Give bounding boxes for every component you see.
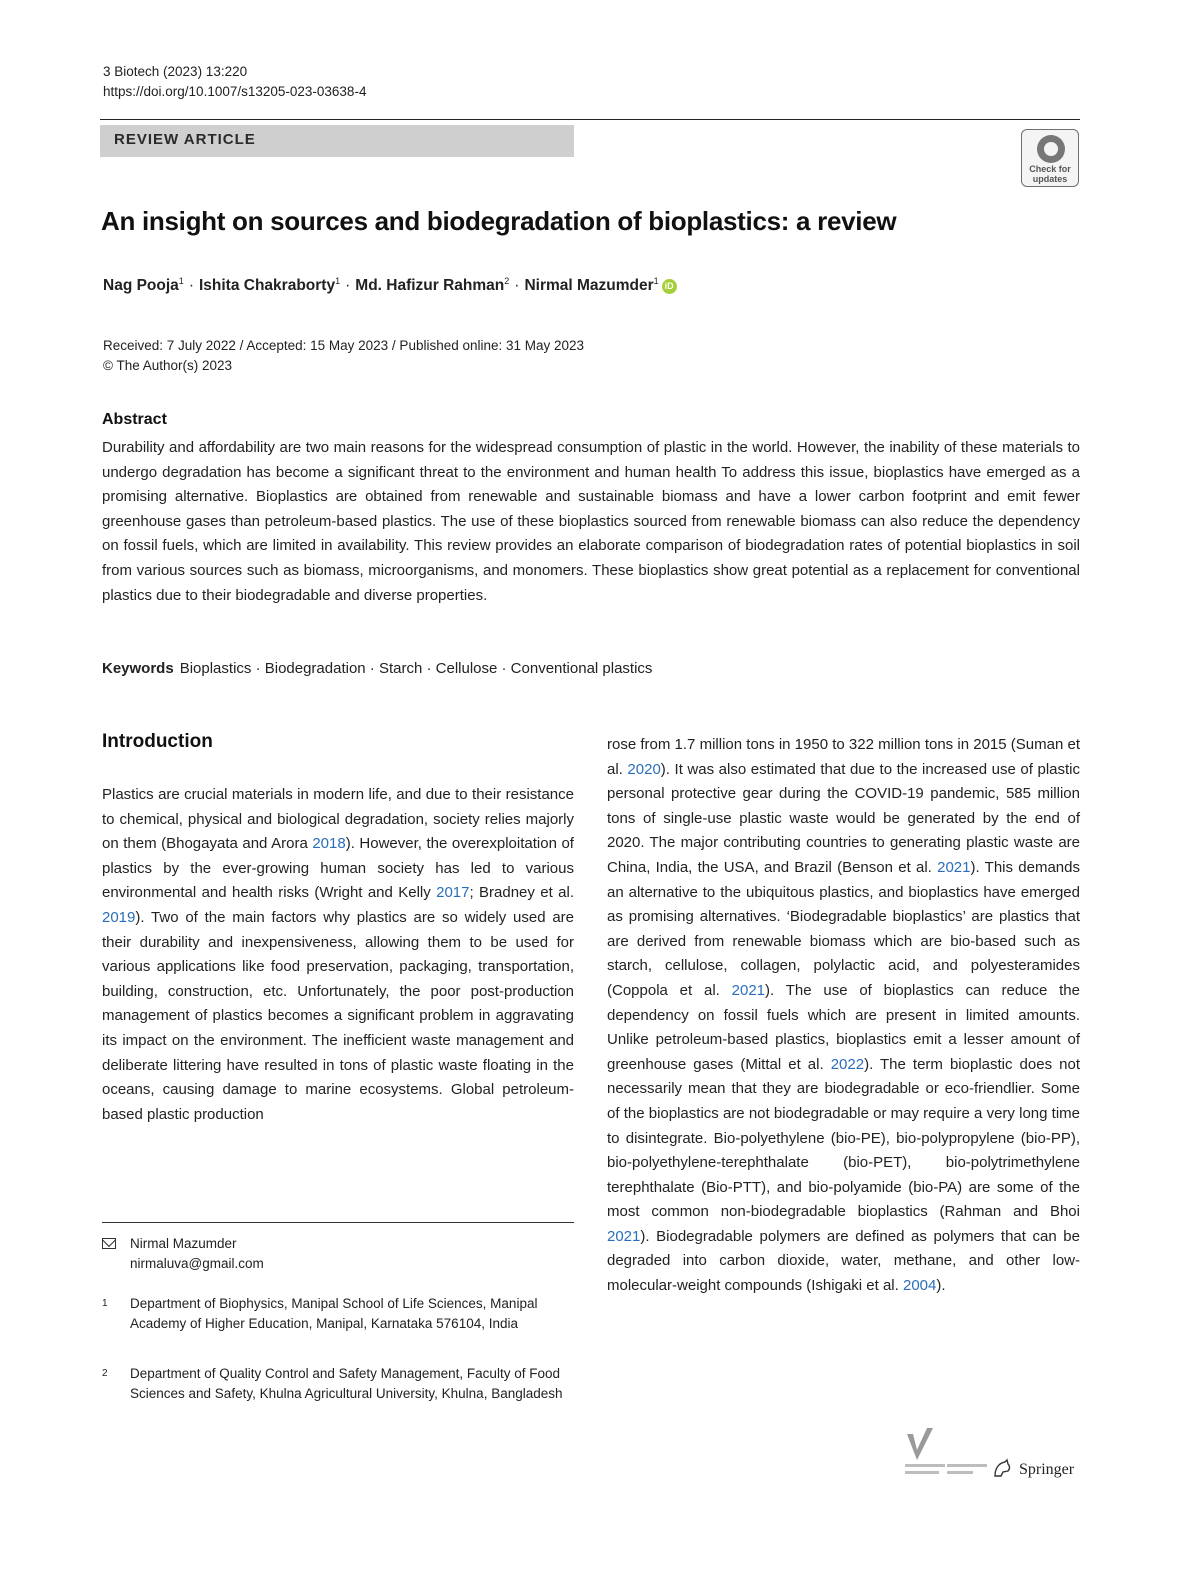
publisher-name: Springer bbox=[1019, 1461, 1075, 1478]
citation-link[interactable]: 2020 bbox=[627, 760, 661, 778]
affiliation-note bbox=[102, 1294, 574, 1334]
abstract-heading: Abstract bbox=[102, 411, 167, 428]
affiliation-mark: 1 bbox=[102, 1298, 108, 1309]
abstract-text: Durability and affordability are two main reasons for the widespread consumption of plastic in the world. However, the inability of these materials to undergo degradation has become a significant threat to the environment and human health To address this issue, bioplastics have emerged as a promising alternative. Bioplastics are obtained from renewable and sustainable biomass and have a lower carbon footprint and emit fewer greenhouse gases than petroleum-based plastics. The use of these bioplastics sourced from renewable biomass can also reduce the dependency on fossil fuels, which are limited in availability. This review provides an elaborate comparison of biodegradation rates of potential bioplastics in soil from various sources such as biomass, microorganisms, and monomers. These bioplastics show great potential as a replacement for conventional plastics due to their biodegradable and diverse properties. bbox=[102, 439, 1080, 604]
header-rule bbox=[100, 119, 1080, 120]
journal-info bbox=[103, 62, 366, 102]
footnote-rule bbox=[102, 1222, 574, 1223]
citation-link[interactable]: 2019 bbox=[102, 908, 136, 926]
check-for-updates-badge[interactable] bbox=[1021, 129, 1079, 187]
publication-history: Received: 7 July 2022 / Accepted: 15 May 2023 / Published online: 31 May 2023 bbox=[103, 338, 585, 353]
affiliation-text: Department of Quality Control and Safety Management, Faculty of Food Sciences and Safety, Khulna Agricultural University, Khulna, Bangladesh bbox=[130, 1366, 563, 1401]
envelope-icon bbox=[102, 1238, 116, 1249]
citation-link[interactable]: 2017 bbox=[436, 884, 470, 902]
corresponding-author-name: Nirmal Mazumder bbox=[130, 1236, 237, 1251]
journal-citation: 3 Biotech (2023) 13:220 bbox=[103, 64, 248, 79]
article-type-label: REVIEW ARTICLE bbox=[114, 131, 256, 148]
publication-dates bbox=[103, 336, 584, 376]
author-name[interactable]: Md. Hafizur Rahman bbox=[355, 277, 505, 294]
springer-horse-icon bbox=[991, 1458, 1013, 1480]
author-name[interactable]: Nirmal Mazumder bbox=[524, 277, 654, 294]
publisher-logo bbox=[903, 1426, 1003, 1484]
citation-link[interactable]: 2018 bbox=[312, 835, 346, 853]
author-name[interactable]: Ishita Chakraborty bbox=[198, 277, 336, 294]
affiliation-text: Department of Biophysics, Manipal School of Life Sciences, Manipal Academy of Higher Education, Manipal, Karnataka 576104, India bbox=[130, 1296, 538, 1331]
orcid-icon[interactable]: iD bbox=[662, 279, 677, 294]
article-title: An insight on sources and biodegradation of bioplastics: a review bbox=[101, 206, 897, 236]
introduction-heading: Introduction bbox=[102, 731, 213, 752]
corresponding-author-email[interactable]: nirmaluva@gmail.com bbox=[130, 1256, 264, 1271]
copyright-notice: © The Author(s) 2023 bbox=[103, 358, 233, 373]
keywords-list: Bioplastics · Biodegradation · Starch · Cellulose · Conventional plastics bbox=[179, 660, 653, 677]
citation-link[interactable]: 2004 bbox=[902, 1277, 937, 1295]
introduction-left-column: Plastics are crucial materials in modern life, and due to their resistance to chemical, physical and biological degradation, society relies majorly on them (Bhogayata and Arora 2018). However, the overexploitation of plastics by the ever-growing human society has led to various environmental and health risks (Wright and Kelly 2017; Bradney et al. 2019). Two of the main factors why plastics are so widely used are their durability and inexpensiveness, allowing them to be used for various applications like food preservation, packaging, transportation, building, construction, etc. Unfortunately, the poor post-production management of plastics becomes a significant problem in aggravating its impact on the environment. The inefficient waste management and deliberate littering have resulted in tons of plastic waste floating in the oceans, causing damage to marine ecosystems. Global petroleum-based plastic production bbox=[102, 786, 574, 1123]
keywords-label: Keywords bbox=[102, 660, 174, 677]
citation-link[interactable]: 2021 bbox=[607, 1227, 641, 1245]
author-separator: · bbox=[514, 277, 520, 294]
author-name[interactable]: Nag Pooja bbox=[103, 277, 179, 294]
keywords bbox=[102, 660, 652, 677]
author-separator: · bbox=[188, 277, 194, 294]
affiliation-mark: 2 bbox=[102, 1368, 108, 1379]
corresponding-author-note bbox=[102, 1234, 574, 1274]
citation-link[interactable]: 2021 bbox=[731, 981, 766, 999]
article-type-bar bbox=[100, 125, 574, 157]
citation-link[interactable]: 2022 bbox=[830, 1055, 865, 1073]
author-affiliation-mark: 2 bbox=[504, 275, 510, 286]
affiliation-note bbox=[102, 1364, 574, 1404]
author-affiliation-mark: 1 bbox=[653, 275, 659, 286]
author-list bbox=[103, 277, 677, 295]
author-affiliation-mark: 1 bbox=[178, 275, 184, 286]
check-for-updates-icon bbox=[1037, 135, 1065, 163]
introduction-right-column: rose from 1.7 million tons in 1950 to 322 million tons in 2015 (Suman et al. 2020). It was also estimated that due to the increased use of plastic personal protective gear during the COVID-19 pandemic, 585 million tons of single-use plastic waste would be generated by the end of 2020. The major contributing countries to generating plastic waste are China, India, the USA, and Brazil (Benson et al. 2021). This demands an alternative to the ubiquitous plastics, and bioplastics have emerged as promising alternatives. ‘Biodegradable bioplastics’ are plastics that are derived from renewable biomass which are bio-based such as starch, cellulose, collagen, polylactic acid, and polyesteramides (Coppola et al. 2021). The use of bioplastics can reduce the dependency on fossil fuels which are present in limited amounts. Unlike petroleum-based plastics, bioplastics emit a lesser amount of greenhouse gases (Mittal et al. 2022). The term bioplastic does not necessarily mean that they are biodegradable or eco-friendlier. Some of the bioplastics are not biodegradable or may require a very long time to disintegrate. Bio-polyethylene (bio-PE), bio-polypropylene (bio-PP), bio-polyethylene-terephthalate (bio-PET), bio-polytrimethylene terephthalate (Bio-PTT), and bio-polyamide (bio-PA) are some of the most common non-biodegradable bioplastics (Rahman and Bhoi 2021). Biodegradable polymers are defined as polymers that can be degraded into carbon dioxide, water, methane, and other low-molecular-weight compounds (Ishigaki et al. 2004). bbox=[607, 736, 1081, 1295]
citation-link[interactable]: 2021 bbox=[937, 858, 971, 876]
author-separator: · bbox=[345, 277, 351, 294]
author-affiliation-mark: 1 bbox=[335, 275, 341, 286]
check-for-updates-label: Check for updates bbox=[1029, 164, 1071, 184]
doi-link[interactable]: https://doi.org/10.1007/s13205-023-03638-4 bbox=[103, 84, 367, 99]
